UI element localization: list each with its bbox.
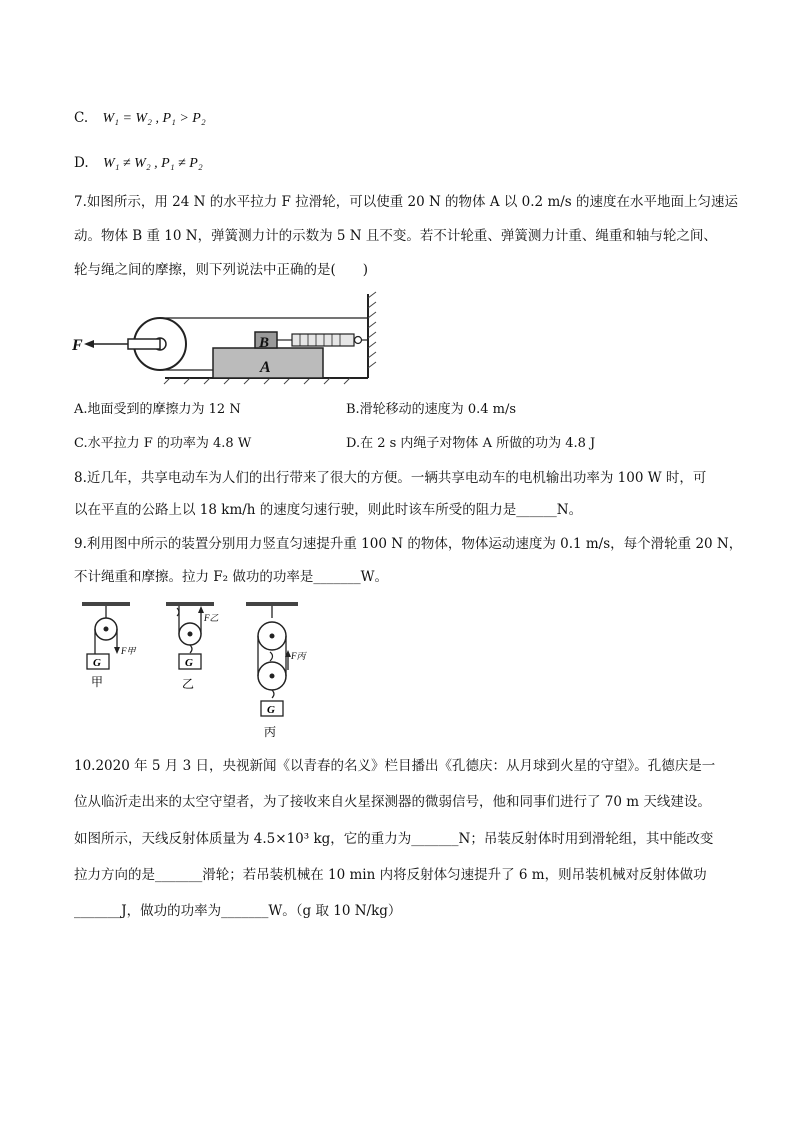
option-c-label: C.: [74, 110, 89, 126]
q10-line-4: 拉力方向的是_______滑轮；若吊装机械在 10 min 内将反射体匀速提升了 6 m，则吊装机械对反射体做功: [74, 867, 707, 883]
bing-label: 丙: [264, 725, 277, 739]
label-b: B: [259, 335, 270, 351]
label-a: A: [260, 359, 271, 376]
q10-line-2: 位从临沂走出来的太空守望者，为了接收来自火星探测器的微弱信号，他和同事们进行了 70 m 天线建设。: [74, 794, 711, 810]
q7-option-d: D.在 2 s 内绳子对物体 A 所做的功为 4.8 J: [346, 436, 596, 451]
g-yi: G: [185, 657, 193, 669]
f-bing-label: F丙: [291, 651, 306, 661]
q7-option-b: B.滑轮移动的速度为 0.4 m/s: [346, 402, 517, 417]
q10-line-5: _______J，做功的功率为_______W。（g 取 10 N/kg）: [74, 903, 402, 919]
q7-line-1: 7.如图所示，用 24 N 的水平拉力 F 拉滑轮，可以使重 20 N 的物体 A 以 0.2 m/s 的速度在水平地面上匀速运: [74, 194, 739, 210]
q9-line-2: 不计绳重和摩擦。拉力 F₂ 做功的功率是_______W。: [74, 569, 388, 585]
q10-line-3: 如图所示，天线反射体质量为 4.5×10³ kg，它的重力为_______N；吊装反射体时用到滑轮组，其中能改变: [74, 831, 714, 847]
option-d-prev: [74, 153, 203, 174]
g-bing: G: [267, 704, 275, 716]
option-d-formula: W₁ ≠ W₂ , P₁ ≠ P₂: [102, 156, 203, 171]
jia-label: 甲: [91, 675, 104, 689]
yi-label: 乙: [182, 677, 195, 691]
q8-line-2: 以在平直的公路上以 18 km/h 的速度匀速行驶，则此时该车所受的阻力是______N。: [74, 502, 583, 518]
q7-line-3: 轮与绳之间的摩擦，则下列说法中正确的是( ): [74, 262, 369, 278]
option-c-formula: W₁ = W₂ , P₁ > P₂: [102, 111, 206, 126]
q9-line-1: 9.利用图中所示的装置分别用力竖直匀速提升重 100 N 的物体，物体运动速度为 0.1 m/s，每个滑轮重 20 N，: [74, 536, 743, 552]
q10-line-1: 10.2020 年 5 月 3 日，央视新闻《以青春的名义》栏目播出《孔德庆：从月球到火星的守望》。孔德庆是一: [74, 758, 716, 774]
option-d-label: D.: [74, 155, 89, 171]
q7-option-c: C.水平拉力 F 的功率为 4.8 W: [74, 436, 252, 451]
q8-line-1: 8.近几年，共享电动车为人们的出行带来了很大的方便。一辆共享电动车的电机输出功率为 100 W 时，可: [74, 470, 707, 486]
f-yi-label: F乙: [204, 613, 219, 623]
q7-option-a: A.地面受到的摩擦力为 12 N: [74, 402, 241, 417]
option-c-prev: [74, 108, 206, 129]
q9-pulley-figures: [78, 596, 318, 746]
f-jia-label: F甲: [121, 646, 136, 656]
q7-pulley-figure: [70, 290, 380, 385]
label-f: F: [72, 337, 83, 354]
q7-line-2: 动。物体 B 重 10 N，弹簧测力计的示数为 5 N 且不变。若不计轮重、弹簧测力计重、绳重和轴与轮之间、: [74, 228, 717, 244]
g-jia: G: [93, 657, 101, 669]
